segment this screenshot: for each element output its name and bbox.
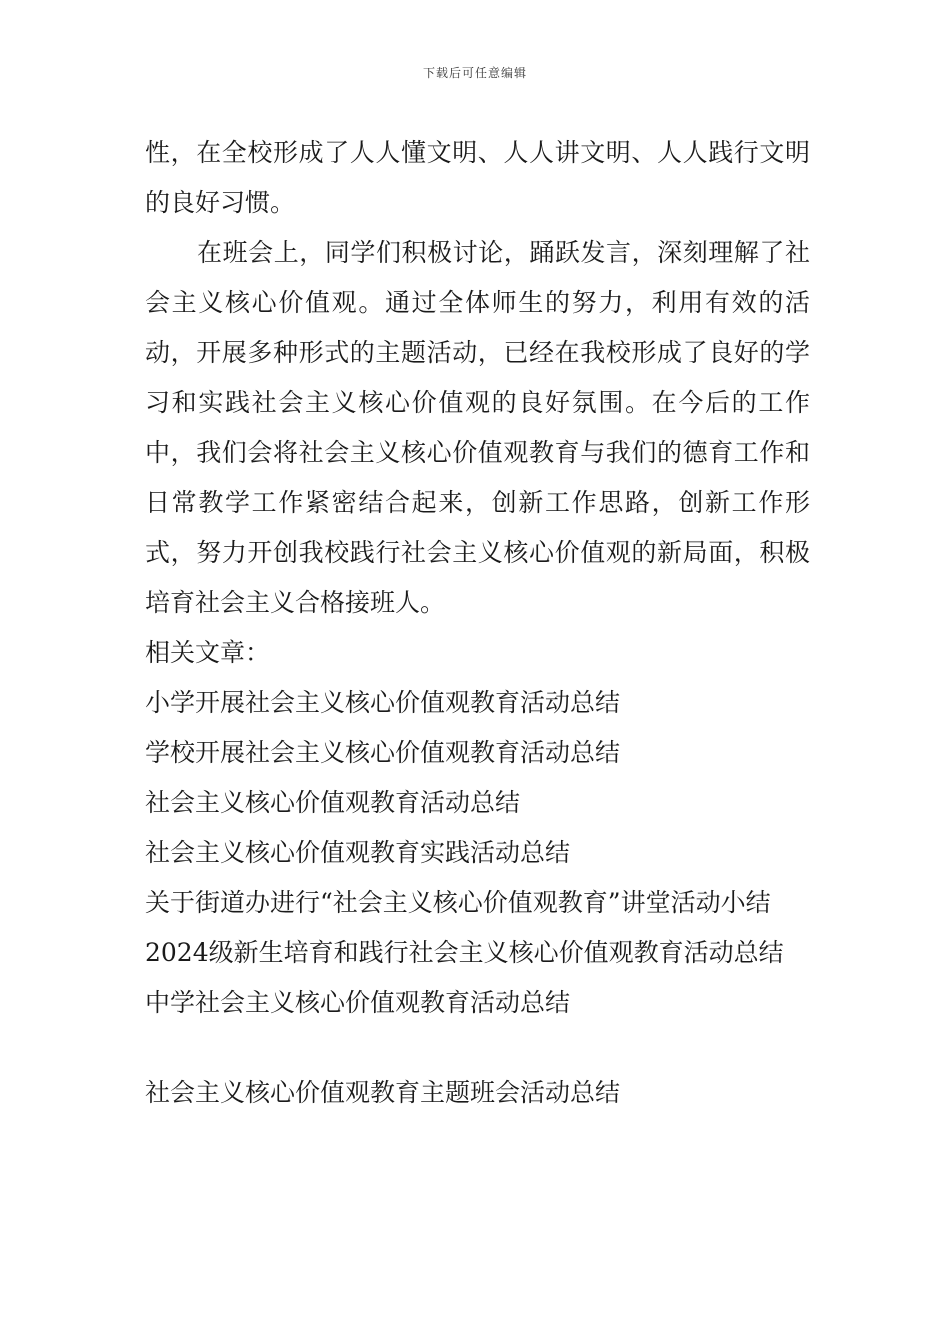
related-article-link[interactable]: 社会主义核心价值观教育实践活动总结 (145, 838, 571, 867)
paragraph-class-meeting: 在班会上，同学们积极讨论，踊跃发言，深刻理解了社会主义核心价值观。通过全体师生的努力，利用有效的活动，开展多种形式的主题活动，已经在我校形成了良好的学习和实践社会主义核心价值观的良好氛围。在今后的工作中，我们会将社会主义核心价值观教育与我们的德育工作和日常教学工作紧密结合起来，创新工作思路，创新工作形式，努力开创我校践行社会主义核心价值观的新局面，积极培育社会主义合格接班人。 (145, 238, 810, 617)
related-articles-heading: 相关文章： (145, 638, 271, 667)
page-header-note: 下载后可任意编辑 (422, 66, 527, 80)
document-title: 社会主义核心价值观教育主题班会活动总结 (145, 1078, 621, 1107)
related-article-link[interactable]: 学校开展社会主义核心价值观教育活动总结 (145, 738, 621, 767)
related-article-link[interactable]: 关于街道办进行“社会主义核心价值观教育”讲堂活动小结 (145, 888, 771, 917)
document-body (145, 128, 810, 1118)
related-article-link[interactable]: 小学开展社会主义核心价值观教育活动总结 (145, 688, 621, 717)
related-article-link[interactable]: 社会主义核心价值观教育活动总结 (145, 788, 521, 817)
paragraph-continuation: 性，在全校形成了人人懂文明、人人讲文明、人人践行文明的良好习惯。 (145, 138, 810, 217)
spacer (145, 1028, 810, 1068)
related-article-link[interactable]: 中学社会主义核心价值观教育活动总结 (145, 988, 571, 1017)
related-article-link[interactable]: 2024级新生培育和践行社会主义核心价值观教育活动总结 (145, 938, 784, 967)
related-articles-list (145, 678, 810, 1028)
